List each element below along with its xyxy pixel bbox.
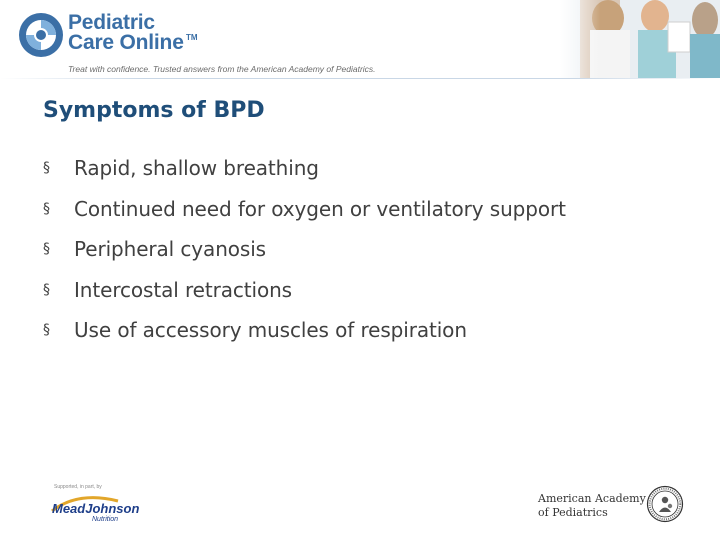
bullet-item — [43, 229, 566, 270]
sponsor-label: Supported, in part, by — [54, 484, 102, 490]
org-name-line1: American Academy — [538, 492, 646, 505]
bullet-text: Peripheral cyanosis — [74, 237, 266, 262]
header — [0, 0, 720, 80]
bullet-list — [43, 148, 566, 351]
pediatric-care-online-logo-icon — [18, 12, 64, 58]
medical-staff-photo — [560, 0, 720, 78]
svg-text:Nutrition: Nutrition — [92, 516, 119, 523]
header-divider — [0, 78, 720, 79]
bullet-marker-icon: § — [43, 160, 50, 177]
slide-title: Symptoms of BPD — [43, 98, 265, 123]
bullet-item — [43, 270, 566, 311]
bullet-marker-icon: § — [43, 281, 50, 298]
mead-johnson-logo — [48, 489, 144, 525]
bullet-marker-icon: § — [43, 241, 50, 258]
svg-text:MeadJohnson: MeadJohnson — [52, 501, 140, 516]
aap-seal-icon — [646, 485, 684, 523]
bullet-item — [43, 189, 566, 230]
bullet-text: Use of accessory muscles of respiration — [74, 318, 467, 343]
tagline: Treat with confidence. Trusted answers from the American Academy of Pediatrics. — [68, 64, 376, 74]
bullet-text: Continued need for oxygen or ventilatory support — [74, 196, 566, 221]
bullet-item — [43, 310, 566, 351]
brand-name-line2: Care Online — [68, 31, 184, 54]
bullet-marker-icon: § — [43, 200, 50, 217]
bullet-marker-icon: § — [43, 322, 50, 339]
bullet-item — [43, 148, 566, 189]
org-name-line2: of Pediatrics — [538, 506, 608, 519]
brand-name-line1: Pediatric — [68, 11, 155, 34]
trademark-symbol: TM — [186, 33, 198, 42]
bullet-text: Rapid, shallow breathing — [74, 156, 319, 181]
bullet-text: Intercostal retractions — [74, 277, 293, 302]
